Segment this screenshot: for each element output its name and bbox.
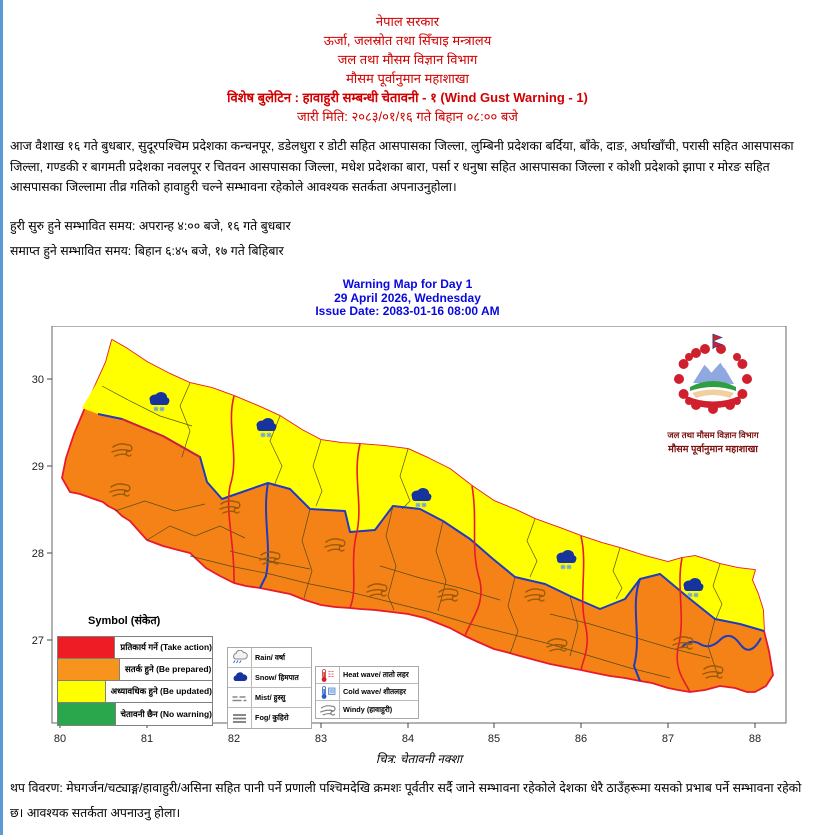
symbol-legend-title: Symbol (संकेत) <box>88 615 161 627</box>
header-department: जल तथा मौसम विज्ञान विभाग <box>337 52 478 67</box>
map-caption: चित्र: चेतावनी नक्शा <box>375 752 463 766</box>
map-title-line2: 29 April 2026, Wednesday <box>334 290 481 305</box>
warning-paragraph: आज वैशाख १६ गते बुधबार, सुदूरपश्चिम प्रदेशका कन्चनपूर, डडेलधुरा र डोटी सहित आसपासका जिल्ला, लुम्बिनी प्रदेशका बर्दिया, बाँके, दाङ, अर्घाखाँची, परासी सहित आसपासका जिल्ला, गण्डकी र बागमती प्रदेशका नवलपूर र चितवन आसपासका जिल्ला, मधेश प्रदेशका बारा, पर्सा र धनुषा सहित आसपासका जिल्ला र कोशी प्रदेशको झापा र मोरङ सहित आसपासका जिल्लामा तीव्र गतिको हावाहुरी चल्ने सम्भावना रहेकोले आवश्यक सतर्कता अपनाउनुहोला। <box>10 139 794 194</box>
cold-wave-label: Cold wave/ शीतलहर <box>343 687 406 696</box>
weather-legend-right <box>315 666 419 719</box>
legend-row-be-updated <box>58 681 212 703</box>
cold-wave-icon <box>316 684 340 700</box>
header-govt: नेपाल सरकार <box>375 14 440 29</box>
fog-label: Fog/ कुहिरो <box>255 713 289 722</box>
header-ministry: ऊर्जा, जलस्रोत तथा सिँचाइ मन्त्रालय <box>323 33 492 48</box>
logo-caption-line1: जल तथा मौसम विज्ञान विभाग <box>667 430 759 440</box>
map-title-line3: Issue Date: 2083-01-16 08:00 AM <box>315 304 500 318</box>
legend-row-cold-wave <box>316 684 418 701</box>
legend-row-be-prepared <box>58 659 212 681</box>
be-updated-swatch <box>58 681 106 702</box>
legend-row-snow <box>228 668 311 688</box>
map-title-line1: Warning Map for Day 1 <box>342 277 473 291</box>
heat-wave-label: Heat wave/ तातो लहर <box>343 670 409 679</box>
symbol-legend-table <box>57 636 213 726</box>
x-tick-label: 81 <box>140 733 154 745</box>
y-tick-label: 29 <box>31 461 44 473</box>
header-issue-date: जारी मिति: २०८३/०१/१६ गते बिहान ०८:०० बजे <box>297 109 518 124</box>
legend-row-mist <box>228 688 311 708</box>
x-tick-label: 83 <box>314 733 328 745</box>
mist-label: Mist/ हुस्सु <box>255 692 286 702</box>
legend-row-heat-wave <box>316 667 418 684</box>
snow-cloud-icon <box>228 668 252 687</box>
logo-caption-line2: मौसम पूर्वानुमान महाशाखा <box>668 444 758 455</box>
legend-row-no-warning <box>58 703 212 725</box>
start-time-line: हुरी सुरु हुने सम्भावित समय: अपरान्ह ४:०० बजे, १६ गते बुधबार <box>10 219 291 233</box>
snow-label: Snow/ हिमपात <box>255 672 299 682</box>
take-action-label: प्रतिकार्य गर्ने (Take action) <box>120 642 212 652</box>
y-tick-label: 28 <box>31 548 44 560</box>
windy-icon <box>316 701 340 718</box>
no-warning-label: चेतावनी छैन (No warning) <box>120 708 212 719</box>
x-tick-label: 80 <box>53 733 67 745</box>
rain-icon <box>228 648 252 667</box>
map-title-block <box>0 278 815 319</box>
weather-legend-left <box>227 647 312 729</box>
legend-row-rain <box>228 648 311 668</box>
x-tick-label: 86 <box>574 733 588 745</box>
rain-label: Rain/ वर्षा <box>255 652 286 662</box>
header-division: मौसम पूर्वानुमान महाशाखा <box>346 71 469 86</box>
y-axis-labels <box>32 374 44 647</box>
be-prepared-swatch <box>58 659 120 680</box>
no-warning-swatch <box>58 703 116 725</box>
end-time-line: समाप्त हुने सम्भावित समय: बिहान ६:४५ बजे, १७ गते बिहिबार <box>10 244 284 258</box>
windy-label: Windy (हावाहुरी) <box>343 704 393 714</box>
x-tick-label: 85 <box>487 733 501 745</box>
mist-icon <box>228 688 252 707</box>
fog-icon <box>228 708 252 728</box>
x-axis-labels <box>54 733 761 745</box>
legend-row-windy <box>316 701 418 718</box>
x-tick-label: 88 <box>748 733 762 745</box>
x-tick-label: 82 <box>227 733 241 745</box>
header-bulletin-title: विशेष बुलेटिन : हावाहुरी सम्बन्धी चेतावनी - १ (Wind Gust Warning - 1) <box>227 90 588 105</box>
additional-details-paragraph: थप विवरण: मेघगर्जन/चट्याङ्ग/हावाहुरी/असिना सहित पानी पर्ने प्रणाली पश्चिमदेखि क्रमशः पूर्वतीर सर्दै जाने सम्भावना रहेकोले देशका धेरै ठाउँहरूमा यसको प्रभाब पर्ने सम्भावना रहेको छ। आवश्यक सतर्कता अपनाउनु होला। <box>10 781 802 820</box>
legend-row-take-action <box>58 637 212 659</box>
heat-wave-icon <box>316 667 340 683</box>
x-tick-label: 87 <box>661 733 675 745</box>
be-prepared-label: सतर्क हुने (Be prepared) <box>125 664 212 674</box>
take-action-swatch <box>58 637 115 658</box>
y-tick-label: 27 <box>31 635 44 647</box>
legend-row-fog <box>228 708 311 728</box>
be-updated-label: अध्यावधिक हुने (Be updated) <box>110 686 212 696</box>
y-tick-label: 30 <box>31 374 44 386</box>
x-tick-label: 84 <box>401 733 415 745</box>
bulletin-header <box>0 12 815 126</box>
